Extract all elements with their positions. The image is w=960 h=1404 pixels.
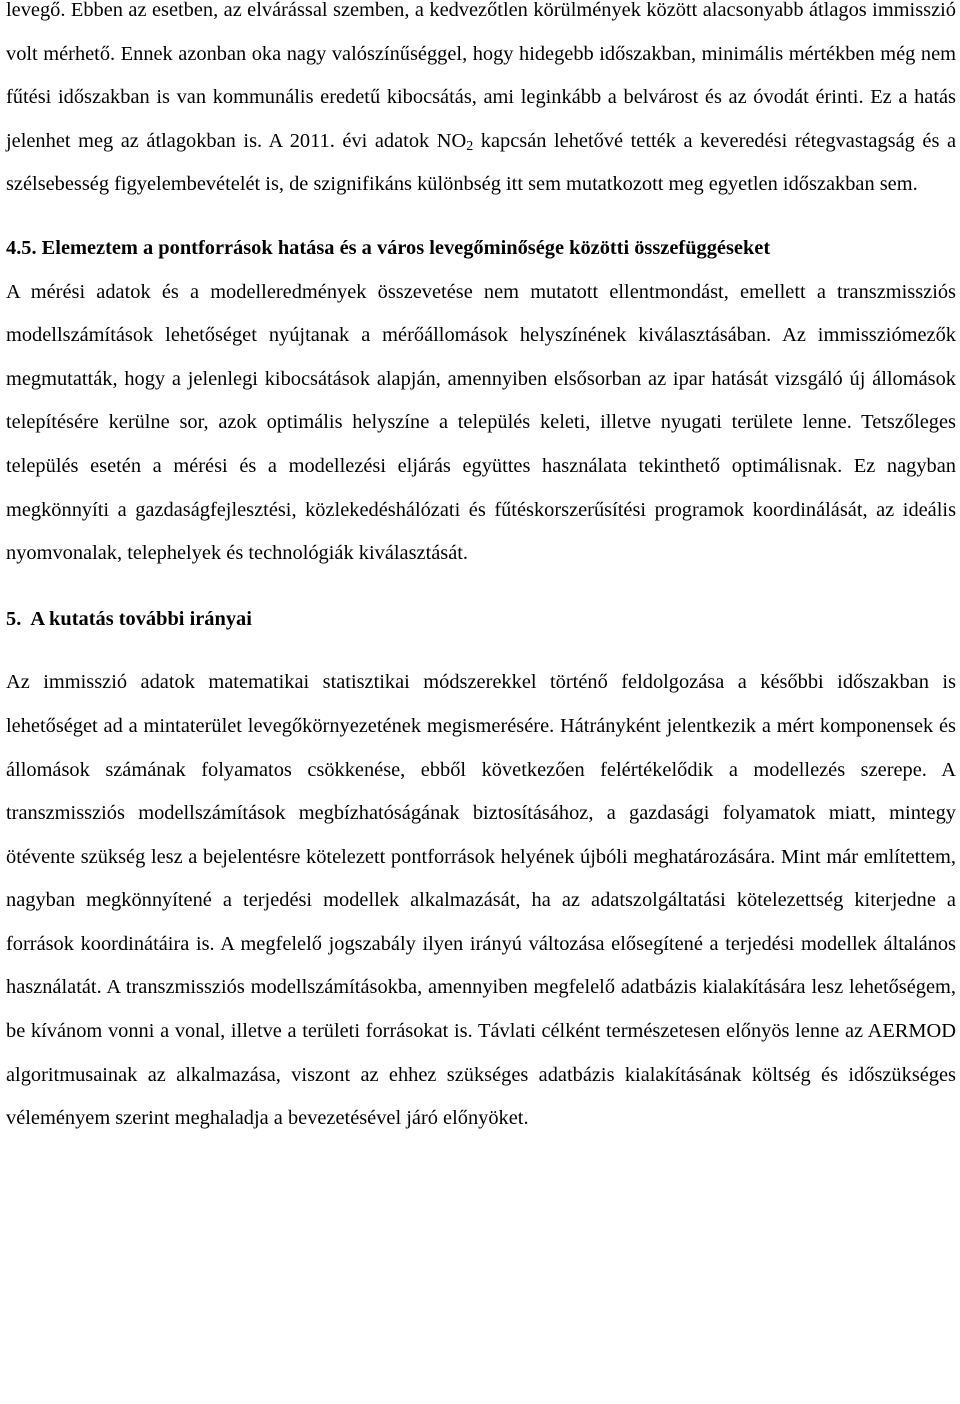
section-5-heading: 5. A kutatás további irányai — [6, 607, 252, 630]
spacer — [6, 641, 956, 661]
no2-subscript: 2 — [466, 138, 474, 154]
section-5-paragraph: Az immisszió adatok matematikai statisztikai módszerekkel történő feldolgozása a későbbi időszakban is lehetőséget ad a mintaterület levegőkörnyezetének megismerésére. Hátrányként jelentkezik a mért komponensek és állomások számának folyamatos csökkenése, ebből következően felértékelődik a modellezés szerepe. A transzmissziós modellszámítások megbízhatóságának biztosításához, a gazdasági folyamatok miatt, mintegy ötévente szükség lesz a bejelentésre kötelezett pontforrások helyének újbóli meghatározására. Mint már említettem, nagyban megkönnyítené a terjedési modellek alkalmazását, ha az adatszolgáltatási kötelezettség kiterjedne a források koordinátáira is. A megfelelő jogszabály ilyen irányú változása elősegítené a terjedési modellek általános használatát. A transzmissziós modellszámításokba, amennyiben megfelelő adatbázis kialakítására lesz lehetőségem, be kívánom vonni a vonal, illetve a területi forrásokat is. Távlati célként természetesen előnyös lenne az AERMOD algoritmusainak az alkalmazása, viszont az ehhez szükséges adatbázis kialakításának költség és időszükséges véleményem szerint meghaladja a bevezetésével járó előnyöket. — [6, 671, 956, 1130]
paragraph-text-before-subscript: levegő. Ebben az esetben, az elvárással szemben, a kedvezőtlen körülmények között alacsonyabb átlagos immisszió volt mérhető. Ennek azonban oka nagy valószínűséggel, hogy hidegebb időszakban, minimális mértékben még nem fűtési időszakban is van kommunális eredetű kibocsátás, ami leginkább a belvárost és az óvodát érinti. Ez a hatás jelenhet meg az átlagokban is. A 2011. évi adatok NO — [6, 0, 956, 152]
spacer — [6, 576, 956, 598]
spacer — [6, 207, 956, 227]
paragraph-text-after-subscript: kapcsán lehetővé tették a keveredési rétegvastagság és a szélsebesség figyelembevételét is, de szignifikáns különbség itt sem mutatkozott meg egyetlen időszakban sem. — [6, 129, 956, 196]
paragraph-levego-atlag — [6, 0, 956, 207]
section-4-5-heading: 4.5. Elemeztem a pontforrások hatása és a város levegőminősége közötti összefüggéseket — [6, 236, 771, 259]
document-page — [6, 0, 956, 1141]
section-4-5-paragraph: A mérési adatok és a modelleredmények összevetése nem mutatott ellentmondást, emellett a transzmissziós modellszámítások lehetőséget nyújtanak a mérőállomások helyszínének kiválasztásában. Az immissziómezők megmutatták, hogy a jelenlegi kibocsátások alapján, amennyiben elsősorban az ipar hatását vizsgáló új állomások telepítésére kerülne sor, azok optimális helyszíne a település keleti, illetve nyugati területe lenne. Tetszőleges település esetén a mérési és a modellezési eljárás együttes használata tekinthető optimálisnak. Ez nagyban megkönnyíti a gazdaságfejlesztési, közlekedéshálózati és fűtéskorszerűsítési programok koordinálását, az ideális nyomvonalak, telephelyek és technológiák kiválasztását. — [6, 280, 956, 565]
